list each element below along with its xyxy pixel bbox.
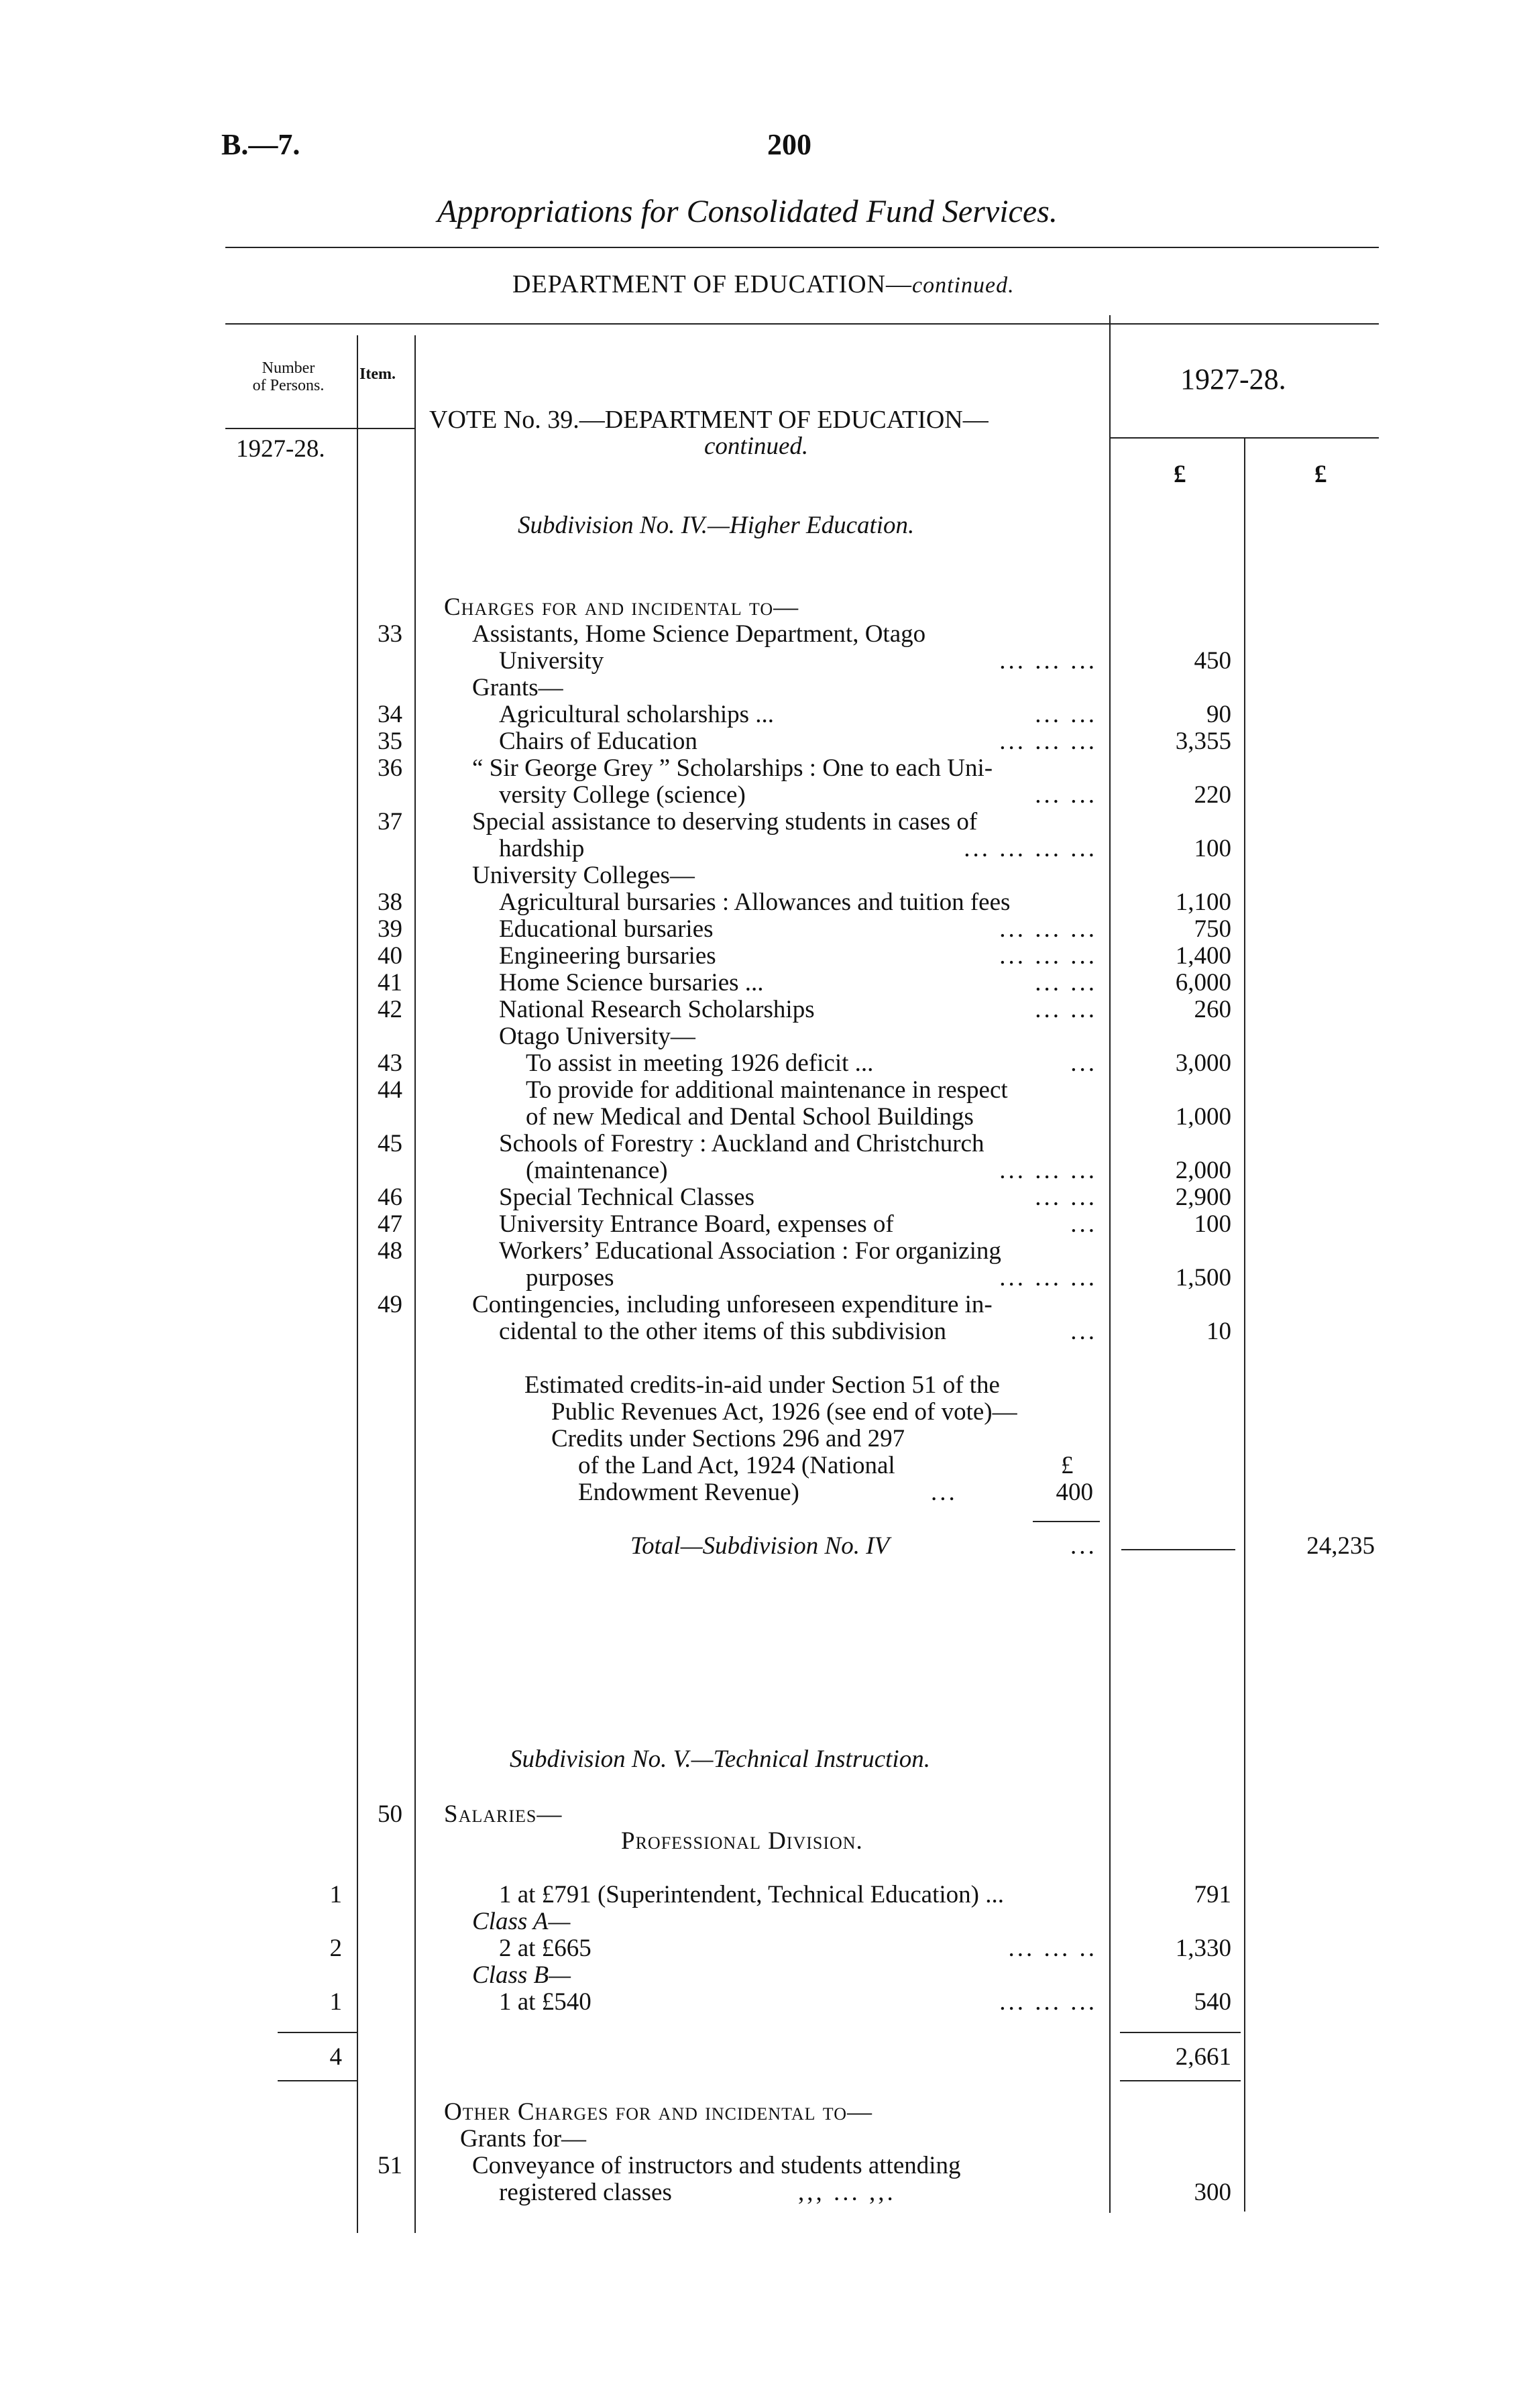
leader-dots: ... [1070, 1210, 1097, 1238]
credits-line-2: Public Revenues Act, 1926 (see end of vote)— [551, 1398, 1017, 1426]
item-description: of new Medical and Dental School Buildings [526, 1103, 974, 1131]
page-title: Appropriations for Consolidated Fund Services. [437, 194, 1058, 229]
leader-dots: ... [1070, 1049, 1097, 1077]
credits-pound-sign: £ [1061, 1452, 1074, 1479]
item-number: 34 [378, 701, 402, 728]
item-description: Schools of Forestry : Auckland and Christchurch [499, 1130, 984, 1157]
item-description: Otago University— [499, 1023, 695, 1050]
leader-dots: ... ... ... [999, 647, 1097, 675]
item-amount: 450 [1194, 647, 1231, 675]
item-amount: 90 [1206, 701, 1231, 728]
item-description: To assist in meeting 1926 deficit ... [526, 1049, 874, 1077]
persons-header-rule [225, 428, 357, 429]
item-number: 35 [378, 728, 402, 755]
item-description: University [499, 647, 604, 675]
item-description: To provide for additional maintenance in respect [526, 1076, 1008, 1104]
item-amount: 260 [1194, 996, 1231, 1023]
item-number: 40 [378, 942, 402, 970]
grants-for-heading: Grants for— [460, 2125, 587, 2153]
item-number: 47 [378, 1210, 402, 1238]
item-number: 44 [378, 1076, 402, 1104]
item-amount: 1,500 [1175, 1264, 1231, 1292]
title-rule [225, 247, 1379, 248]
leader-dots: ... [1070, 1318, 1097, 1345]
leader-dots: ... ... .. [1008, 1935, 1097, 1962]
amount-column-left-rule [1109, 315, 1111, 2213]
item-51-text-2: registered classes [499, 2179, 672, 2206]
item-description: University Entrance Board, expenses of [499, 1210, 894, 1238]
item-amount: 3,355 [1175, 728, 1231, 755]
credits-rule [1033, 1521, 1100, 1522]
item-description: “ Sir George Grey ” Scholarships : One to each Uni- [472, 754, 993, 782]
item-column-right-rule [414, 335, 416, 2233]
salary-description: Class B— [472, 1961, 571, 1989]
item-description: hardship [499, 835, 585, 862]
item-number: 38 [378, 888, 402, 916]
item-amount: 1,400 [1175, 942, 1231, 970]
item-amount: 100 [1194, 1210, 1231, 1238]
persons-year-label: 1927-28. [236, 435, 325, 463]
persons-total-rule [278, 2032, 357, 2033]
item-description: Agricultural bursaries : Allowances and tuition fees [499, 888, 1011, 916]
item-description: University Colleges— [472, 862, 695, 889]
salaries-heading: Salaries— [444, 1800, 563, 1828]
item-number: 33 [378, 620, 402, 648]
vote-continued: continued. [704, 433, 809, 460]
salary-description: 1 at £540 [499, 1988, 592, 2016]
item-51-dots: ,,, ... ,,. [798, 2179, 896, 2206]
credits-line-3: Credits under Sections 296 and 297 [551, 1425, 905, 1452]
item-number: 43 [378, 1049, 402, 1077]
item-description: Engineering bursaries [499, 942, 716, 970]
salaries-total-rule-bottom [1120, 2080, 1241, 2081]
year-column-header: 1927-28. [1180, 363, 1286, 396]
salary-description: 1 at £791 (Superintendent, Technical Education) ... [499, 1881, 1004, 1908]
item-description: cidental to the other items of this subdivision [499, 1318, 946, 1345]
leader-dots: ... ... [1035, 1184, 1097, 1211]
vote-title: VOTE No. 39.—DEPARTMENT OF EDUCATION— [429, 406, 989, 434]
subdivision-4-heading: Subdivision No. IV.—Higher Education. [518, 512, 915, 539]
item-description: National Research Scholarships [499, 996, 815, 1023]
header-rule [225, 323, 1379, 325]
persons-total-rule-bottom [278, 2080, 357, 2081]
item-description: Contingencies, including unforeseen expenditure in- [472, 1291, 993, 1318]
salary-description: Class A— [472, 1908, 571, 1935]
item-number: 49 [378, 1291, 402, 1318]
item-amount: 750 [1194, 915, 1231, 943]
item-description: purposes [526, 1264, 614, 1292]
persons-column-header [248, 359, 329, 394]
persons-count: 1 [329, 1988, 342, 2016]
item-description: Assistants, Home Science Department, Otago [472, 620, 926, 648]
item-number: 45 [378, 1130, 402, 1157]
leader-dots: ... ... [1035, 996, 1097, 1023]
item-description: Home Science bursaries ... [499, 969, 764, 996]
subdivision-4-total-rule [1121, 1549, 1235, 1550]
credits-line-1: Estimated credits-in-aid under Section 51 of the [524, 1371, 1000, 1399]
persons-header-line1: Number [262, 359, 315, 377]
item-description: Special assistance to deserving students in cases of [472, 808, 978, 836]
item-amount: 10 [1206, 1318, 1231, 1345]
subdivision-4-total-label: Total—Subdivision No. IV [630, 1532, 890, 1560]
item-description: Agricultural scholarships ... [499, 701, 774, 728]
leader-dots: ... ... ... [999, 915, 1097, 943]
pound-column-1: £ [1174, 461, 1186, 488]
subdivision-4-charges-heading: Charges for and incidental to— [444, 593, 799, 621]
page-reference: B.—7. [221, 128, 300, 161]
leader-dots: ... ... [1035, 781, 1097, 809]
item-number: 36 [378, 754, 402, 782]
leader-dots: ... ... ... [999, 1264, 1097, 1292]
item-amount: 6,000 [1175, 969, 1231, 996]
credits-dots: ... [931, 1479, 958, 1506]
item-number: 37 [378, 808, 402, 836]
other-charges-heading: Other Charges for and incidental to— [444, 2098, 872, 2126]
leader-dots: ... ... ... [999, 1988, 1097, 2016]
item-column-left-rule [357, 335, 358, 2233]
salaries-item-number: 50 [378, 1800, 402, 1828]
item-description: Grants— [472, 674, 563, 701]
amount-column-right-rule [1244, 437, 1245, 2212]
credits-line-5: Endowment Revenue) [578, 1479, 799, 1506]
department-name: DEPARTMENT OF EDUCATION— [512, 270, 912, 298]
item-number: 41 [378, 969, 402, 996]
salary-amount: 791 [1194, 1881, 1231, 1908]
item-amount: 2,900 [1175, 1184, 1231, 1211]
salaries-total: 2,661 [1175, 2043, 1231, 2071]
salary-description: 2 at £665 [499, 1935, 592, 1962]
persons-header-line2: of Persons. [252, 377, 325, 394]
item-51-text-1: Conveyance of instructors and students attending [472, 2152, 961, 2179]
item-description: Special Technical Classes [499, 1184, 755, 1211]
item-51-amount: 300 [1194, 2179, 1231, 2206]
leader-dots: ... ... [1035, 701, 1097, 728]
persons-total: 4 [329, 2043, 342, 2071]
item-description: (maintenance) [526, 1157, 668, 1184]
salaries-total-rule-top [1120, 2032, 1241, 2033]
leader-dots: ... ... ... [999, 728, 1097, 755]
professional-division-heading: Professional Division. [621, 1827, 863, 1855]
subdivision-4-total-amount: 24,235 [1306, 1532, 1375, 1560]
item-number: 46 [378, 1184, 402, 1211]
salary-amount: 1,330 [1175, 1935, 1231, 1962]
item-amount: 1,100 [1175, 888, 1231, 916]
persons-count: 1 [329, 1881, 342, 1908]
credits-amount: 400 [1056, 1479, 1093, 1506]
subdivision-5-heading: Subdivision No. V.—Technical Instruction. [510, 1745, 930, 1773]
credits-line-4: of the Land Act, 1924 (National [578, 1452, 895, 1479]
item-51-number: 51 [378, 2152, 402, 2179]
pound-column-2: £ [1314, 461, 1327, 488]
item-description: Chairs of Education [499, 728, 697, 755]
item-description: Educational bursaries [499, 915, 714, 943]
persons-count: 2 [329, 1935, 342, 1962]
leader-dots: ... ... ... [999, 1157, 1097, 1184]
department-heading [512, 270, 1015, 299]
department-continued: continued. [912, 273, 1015, 298]
leader-dots: ... ... ... [999, 942, 1097, 970]
item-amount: 3,000 [1175, 1049, 1231, 1077]
item-number: 48 [378, 1237, 402, 1265]
item-description: Workers’ Educational Association : For organizing [499, 1237, 1001, 1265]
leader-dots: ... ... ... ... [964, 835, 1097, 862]
item-amount: 2,000 [1175, 1157, 1231, 1184]
item-amount: 220 [1194, 781, 1231, 809]
item-description: versity College (science) [499, 781, 746, 809]
salary-amount: 540 [1194, 1988, 1231, 2016]
item-amount: 1,000 [1175, 1103, 1231, 1131]
page-number: 200 [767, 128, 811, 161]
item-column-header: Item. [359, 365, 396, 383]
item-number: 39 [378, 915, 402, 943]
item-amount: 100 [1194, 835, 1231, 862]
item-header-rule [357, 428, 416, 429]
leader-dots: ... ... [1035, 969, 1097, 996]
item-number: 42 [378, 996, 402, 1023]
subdivision-4-total-dots: ... [1070, 1532, 1097, 1560]
